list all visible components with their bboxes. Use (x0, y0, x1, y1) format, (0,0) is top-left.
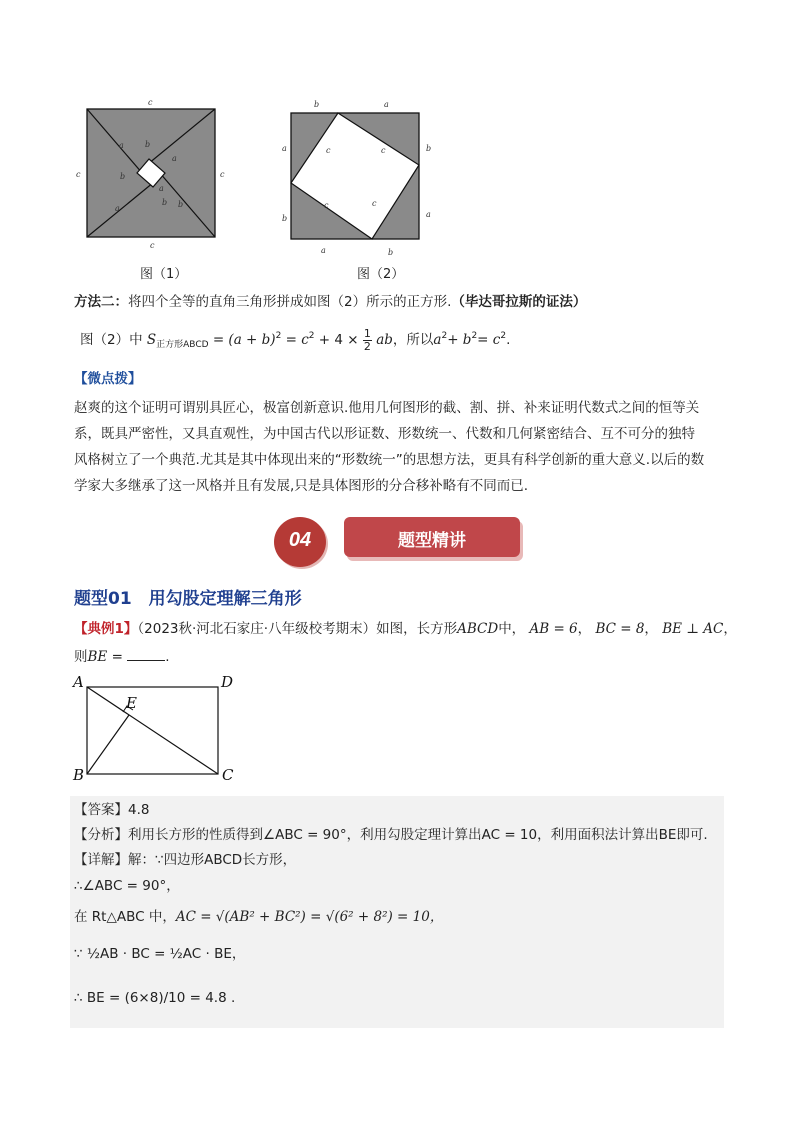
point-a-label: A (73, 673, 84, 691)
detail-line-4: ∵ ½AB · BC = ½AC · BE， (74, 946, 246, 962)
section-title: 题型01 用勾股定理解三角形 (74, 589, 302, 609)
method-two-line (74, 292, 586, 312)
example-rect: ABCD (457, 621, 499, 637)
svg-text:b: b (426, 144, 432, 153)
example-line2-var: BE (87, 649, 108, 665)
point-e-label: E (126, 694, 137, 712)
formula-eq2: = c (285, 332, 309, 348)
svg-text:c: c (324, 201, 329, 210)
answer-tag: 【答案】 (74, 802, 128, 818)
example-mid: 中， (498, 621, 526, 637)
answer-blank[interactable] (127, 648, 165, 661)
figure-1 (70, 95, 230, 255)
svg-text:c: c (150, 241, 155, 250)
example-cond-1: AB = 6 (529, 621, 578, 637)
figure-1-caption: 图（1） (140, 267, 188, 282)
answer-line (74, 800, 149, 820)
point-c-label: C (222, 766, 234, 784)
formula-sq5: 2 (500, 331, 507, 341)
figure-2 (276, 95, 446, 265)
svg-text:a: a (282, 144, 287, 153)
example-cond-3: BE ⊥ AC (662, 621, 724, 637)
detail-line-2: ∴∠ABC = 90°， (74, 878, 180, 894)
analysis-tag: 【分析】 (74, 827, 128, 843)
svg-text:a: a (115, 204, 120, 213)
svg-text:a: a (384, 100, 389, 109)
formula-res2: + b (447, 332, 472, 348)
answer-value: 4.8 (128, 802, 150, 818)
method-two-text: 将四个全等的直角三角形拼成如图（2）所示的正方形. (128, 294, 452, 310)
svg-text:c: c (220, 170, 225, 179)
svg-text:b: b (145, 140, 151, 149)
detail-line-3 (74, 907, 443, 927)
tip-line-4: 学家大多继承了这一风格并且有发展,只是具体图形的分合移补略有不同而已. (74, 478, 529, 494)
formula-frac-num: 1 (363, 326, 371, 340)
example-line2-eq: = (111, 649, 123, 665)
svg-text:b: b (178, 200, 184, 209)
svg-text:b: b (388, 248, 394, 257)
example-line-1: 【典例1】（2023秋·河北石家庄·八年级校考期末）如图，长方形ABCD中， AB = 6， BC = 8， BE ⊥ AC， (74, 621, 737, 637)
tip-heading: 【微点拨】 (74, 371, 142, 387)
formula-sq4: 2 (471, 331, 478, 341)
formula-ab: ab (376, 332, 393, 348)
svg-text:b: b (314, 100, 320, 109)
example-tag: 【典例1】 (74, 621, 138, 637)
formula-end: . (506, 332, 511, 348)
tip-line-3: 风格树立了一个典范.尤其是其中体现出来的“形数统一”的思想方法，更具有科学创新的重大意义.以后的数 (74, 452, 705, 468)
tip-line-2: 系，既具严密性，又具直观性，为中国古代以形证数、形数统一、代数和几何紧密结合、互不可分的独特 (74, 426, 695, 442)
rectangle-figure (66, 670, 246, 790)
svg-text:c: c (148, 98, 153, 107)
example-line-2 (74, 647, 169, 667)
example-line2-pre: 则 (74, 649, 88, 665)
formula-fraction (363, 328, 372, 353)
formula-prefix: 图（2）中 (80, 332, 143, 348)
formula-frac-den: 2 (363, 339, 371, 353)
figure-2-caption: 图（2） (357, 267, 405, 282)
example-source: （2023秋·河北石家庄·八年级校考期末）如图，长方形 (137, 621, 458, 637)
svg-text:c: c (326, 146, 331, 155)
formula-sq3: 2 (441, 331, 448, 341)
formula-sq1: 2 (275, 331, 282, 341)
detail-line-5: ∴ BE = (6×8)/10 = 4.8 . (74, 990, 236, 1006)
svg-text:a: a (426, 210, 431, 219)
detail-3-eq: AC = √(AB² + BC²) = √(6² + 8²) = 10， (175, 909, 444, 925)
svg-text:b: b (282, 214, 288, 223)
svg-text:a: a (159, 184, 164, 193)
formula-res3: = c (477, 332, 501, 348)
point-b-label: B (73, 766, 85, 784)
svg-text:a: a (172, 154, 177, 163)
analysis-text: 利用长方形的性质得到∠ABC = 90°，利用勾股定理计算出AC = 10，利用面积法计算出BE即可. (128, 827, 708, 843)
detail-line-1 (74, 850, 296, 870)
formula-res1: a (433, 332, 442, 348)
banner-number: 04 (288, 529, 312, 551)
example-cond-2: BC = 8 (595, 621, 645, 637)
detail-text-1: 解：∵四边形ABCD长方形， (128, 852, 297, 868)
svg-text:a: a (119, 141, 124, 150)
example-line2-end: . (165, 649, 170, 665)
tip-line-1: 赵爽的这个证明可谓别具匠心，极富创新意识.他用几何图形的截、割、拼、补来证明代数式之间的恒等关 (74, 400, 700, 416)
formula-eq1: = (a + b) (212, 332, 276, 348)
svg-text:a: a (321, 246, 326, 255)
formula-line (80, 326, 510, 355)
svg-text:c: c (76, 170, 81, 179)
point-d-label: D (221, 673, 234, 691)
section-banner (270, 515, 522, 567)
banner-title: 题型精讲 (398, 531, 466, 551)
formula-eq3: + 4 × (318, 332, 359, 348)
svg-text:c: c (381, 146, 386, 155)
method-two-label: 方法二： (74, 294, 128, 310)
method-two-note: （毕达哥拉斯的证法） (451, 294, 587, 310)
svg-text:b: b (162, 198, 168, 207)
formula-sub: 正方形ABCD (156, 340, 209, 350)
detail-3-pre: 在 Rt△ABC 中， (74, 909, 176, 925)
detail-tag: 【详解】 (74, 852, 128, 868)
solution-box (70, 796, 724, 1028)
formula-sq2: 2 (308, 331, 315, 341)
analysis-line (74, 825, 708, 845)
formula-s: S (146, 332, 157, 348)
svg-text:b: b (120, 172, 126, 181)
svg-text:c: c (372, 199, 377, 208)
formula-mid: ，所以 (392, 332, 434, 348)
tip-body (74, 395, 724, 499)
